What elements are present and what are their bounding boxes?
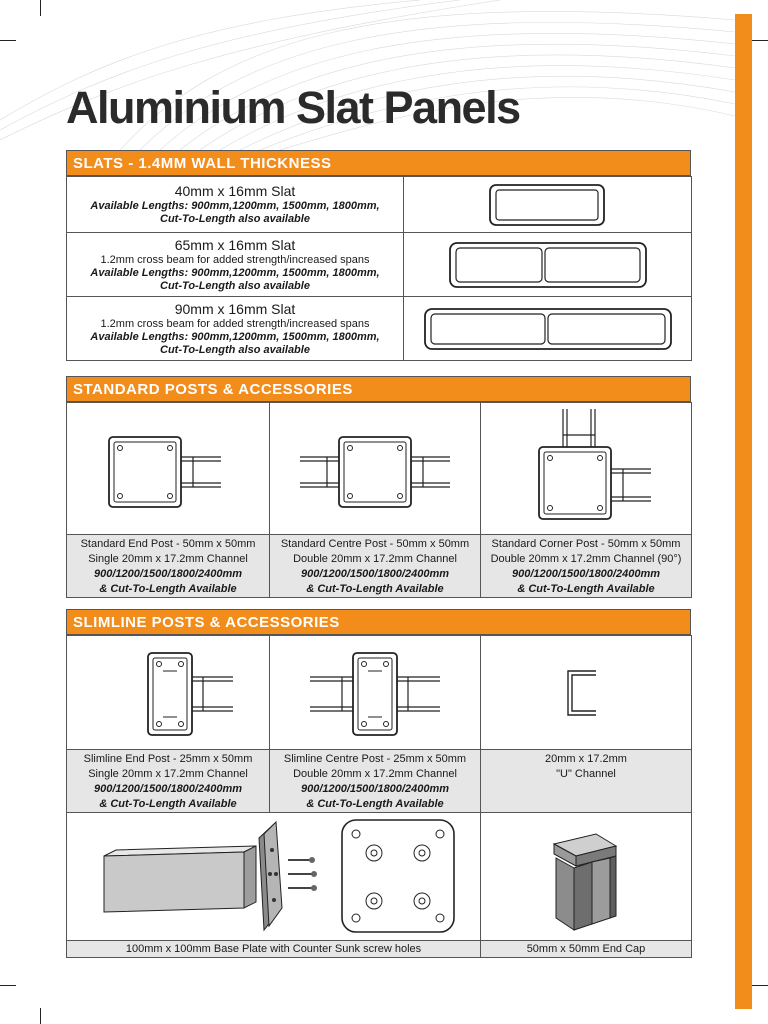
slim-end-post-profile-icon	[93, 643, 243, 743]
post-lengths: 900/1200/1500/1800/2400mm	[300, 568, 450, 580]
end-post-profile-icon	[93, 419, 243, 519]
side-accent-bar	[735, 14, 752, 1009]
post-cut: & Cut-To-Length Available	[99, 583, 237, 595]
standard-posts-table	[66, 402, 692, 598]
post-image-cell	[270, 636, 481, 750]
post-caption	[270, 535, 481, 598]
post-caption	[270, 750, 481, 813]
table-row	[67, 636, 692, 750]
centre-post-profile-icon	[290, 419, 460, 519]
post-channel: Double 20mm x 17.2mm Channel (90°)	[490, 553, 682, 565]
slat-profile-cell	[404, 177, 692, 233]
slats-section-header: SLATS - 1.4MM WALL THICKNESS	[66, 150, 691, 176]
crop-mark	[752, 40, 768, 41]
slat-lengths: Available Lengths: 900mm,1200mm, 1500mm, 1800mm,	[90, 200, 380, 212]
post-caption	[67, 535, 270, 598]
slat-lengths: Available Lengths: 900mm,1200mm, 1500mm, 1800mm,	[90, 330, 380, 343]
slimline-posts-table	[66, 635, 692, 813]
standard-posts-header: STANDARD POSTS & ACCESSORIES	[66, 376, 691, 402]
crop-mark	[0, 985, 16, 986]
slat-lengths: Available Lengths: 900mm,1200mm, 1500mm, 1800mm,	[90, 266, 380, 279]
table-row	[67, 233, 692, 297]
post-title: Slimline End Post - 25mm x 50mm	[83, 753, 253, 765]
slat-name: 40mm x 16mm Slat	[174, 183, 296, 199]
slim-centre-post-profile-icon	[290, 643, 460, 743]
slats-section	[66, 150, 691, 361]
table-row	[67, 403, 692, 535]
base-plate-illustration-icon	[74, 818, 474, 936]
slat-note: 1.2mm cross beam for added strength/increased spans	[100, 317, 370, 330]
slat-profile-cell	[404, 233, 692, 297]
post-image-cell	[67, 403, 270, 535]
post-channel: Single 20mm x 17.2mm Channel	[88, 768, 248, 780]
post-channel: Double 20mm x 17.2mm Channel	[293, 553, 457, 565]
accessories-table	[66, 812, 692, 958]
table-row	[67, 750, 692, 813]
post-cut: & Cut-To-Length Available	[306, 583, 444, 595]
slat-cut: Cut-To-Length also available	[160, 213, 310, 225]
slimline-posts-header: SLIMLINE POSTS & ACCESSORIES	[66, 609, 691, 635]
post-title: Slimline Centre Post - 25mm x 50mm	[283, 753, 467, 765]
post-channel: "U" Channel	[556, 768, 616, 780]
post-title: Standard Centre Post - 50mm x 50mm	[280, 538, 470, 550]
post-title: Standard Corner Post - 50mm x 50mm	[491, 538, 681, 550]
post-channel: Double 20mm x 17.2mm Channel	[293, 768, 457, 780]
corner-post-profile-icon	[511, 407, 661, 531]
slat-profile-cell	[404, 297, 692, 361]
standard-posts-section	[66, 376, 691, 598]
end-cap-illustration-icon	[536, 818, 636, 936]
post-lengths: 900/1200/1500/1800/2400mm	[300, 783, 450, 795]
table-row	[67, 297, 692, 361]
slats-table	[66, 176, 692, 361]
slat-65-profile-icon	[448, 240, 648, 290]
slat-40-profile-icon	[488, 182, 608, 228]
post-caption	[481, 750, 692, 813]
page-title: Aluminium Slat Panels	[66, 82, 520, 133]
table-row	[67, 813, 692, 941]
post-image-cell	[67, 636, 270, 750]
table-row	[67, 535, 692, 598]
post-caption	[67, 750, 270, 813]
slat-description	[67, 177, 404, 233]
u-channel-profile-icon	[556, 663, 616, 723]
post-cut: & Cut-To-Length Available	[517, 583, 655, 595]
post-image-cell	[270, 403, 481, 535]
post-channel: Single 20mm x 17.2mm Channel	[88, 553, 248, 565]
slat-description	[67, 297, 404, 361]
slat-note: 1.2mm cross beam for added strength/increased spans	[100, 253, 370, 266]
end-cap-image-cell	[481, 813, 692, 941]
crop-mark	[40, 1008, 41, 1024]
end-cap-caption: 50mm x 50mm End Cap	[481, 941, 692, 958]
crop-mark	[752, 985, 768, 986]
u-channel-image-cell	[481, 636, 692, 750]
table-row	[67, 177, 692, 233]
post-image-cell	[481, 403, 692, 535]
slat-cut: Cut-To-Length also available	[160, 343, 310, 356]
post-lengths: 900/1200/1500/1800/2400mm	[511, 568, 661, 580]
slat-description	[67, 233, 404, 297]
slat-name: 65mm x 16mm Slat	[174, 236, 296, 253]
post-title: 20mm x 17.2mm	[545, 753, 627, 765]
post-lengths: 900/1200/1500/1800/2400mm	[93, 568, 243, 580]
base-plate-image-cell	[67, 813, 481, 941]
slat-name: 90mm x 16mm Slat	[174, 300, 296, 317]
post-caption	[481, 535, 692, 598]
post-lengths: 900/1200/1500/1800/2400mm	[93, 783, 243, 795]
slat-90-profile-icon	[423, 306, 673, 352]
post-title: Standard End Post - 50mm x 50mm	[80, 538, 256, 550]
post-cut: & Cut-To-Length Available	[306, 798, 444, 810]
post-cut: & Cut-To-Length Available	[99, 798, 237, 810]
table-row	[67, 941, 692, 958]
base-plate-caption: 100mm x 100mm Base Plate with Counter Sunk screw holes	[67, 941, 481, 958]
slat-cut: Cut-To-Length also available	[160, 279, 310, 292]
slimline-posts-section	[66, 609, 691, 958]
